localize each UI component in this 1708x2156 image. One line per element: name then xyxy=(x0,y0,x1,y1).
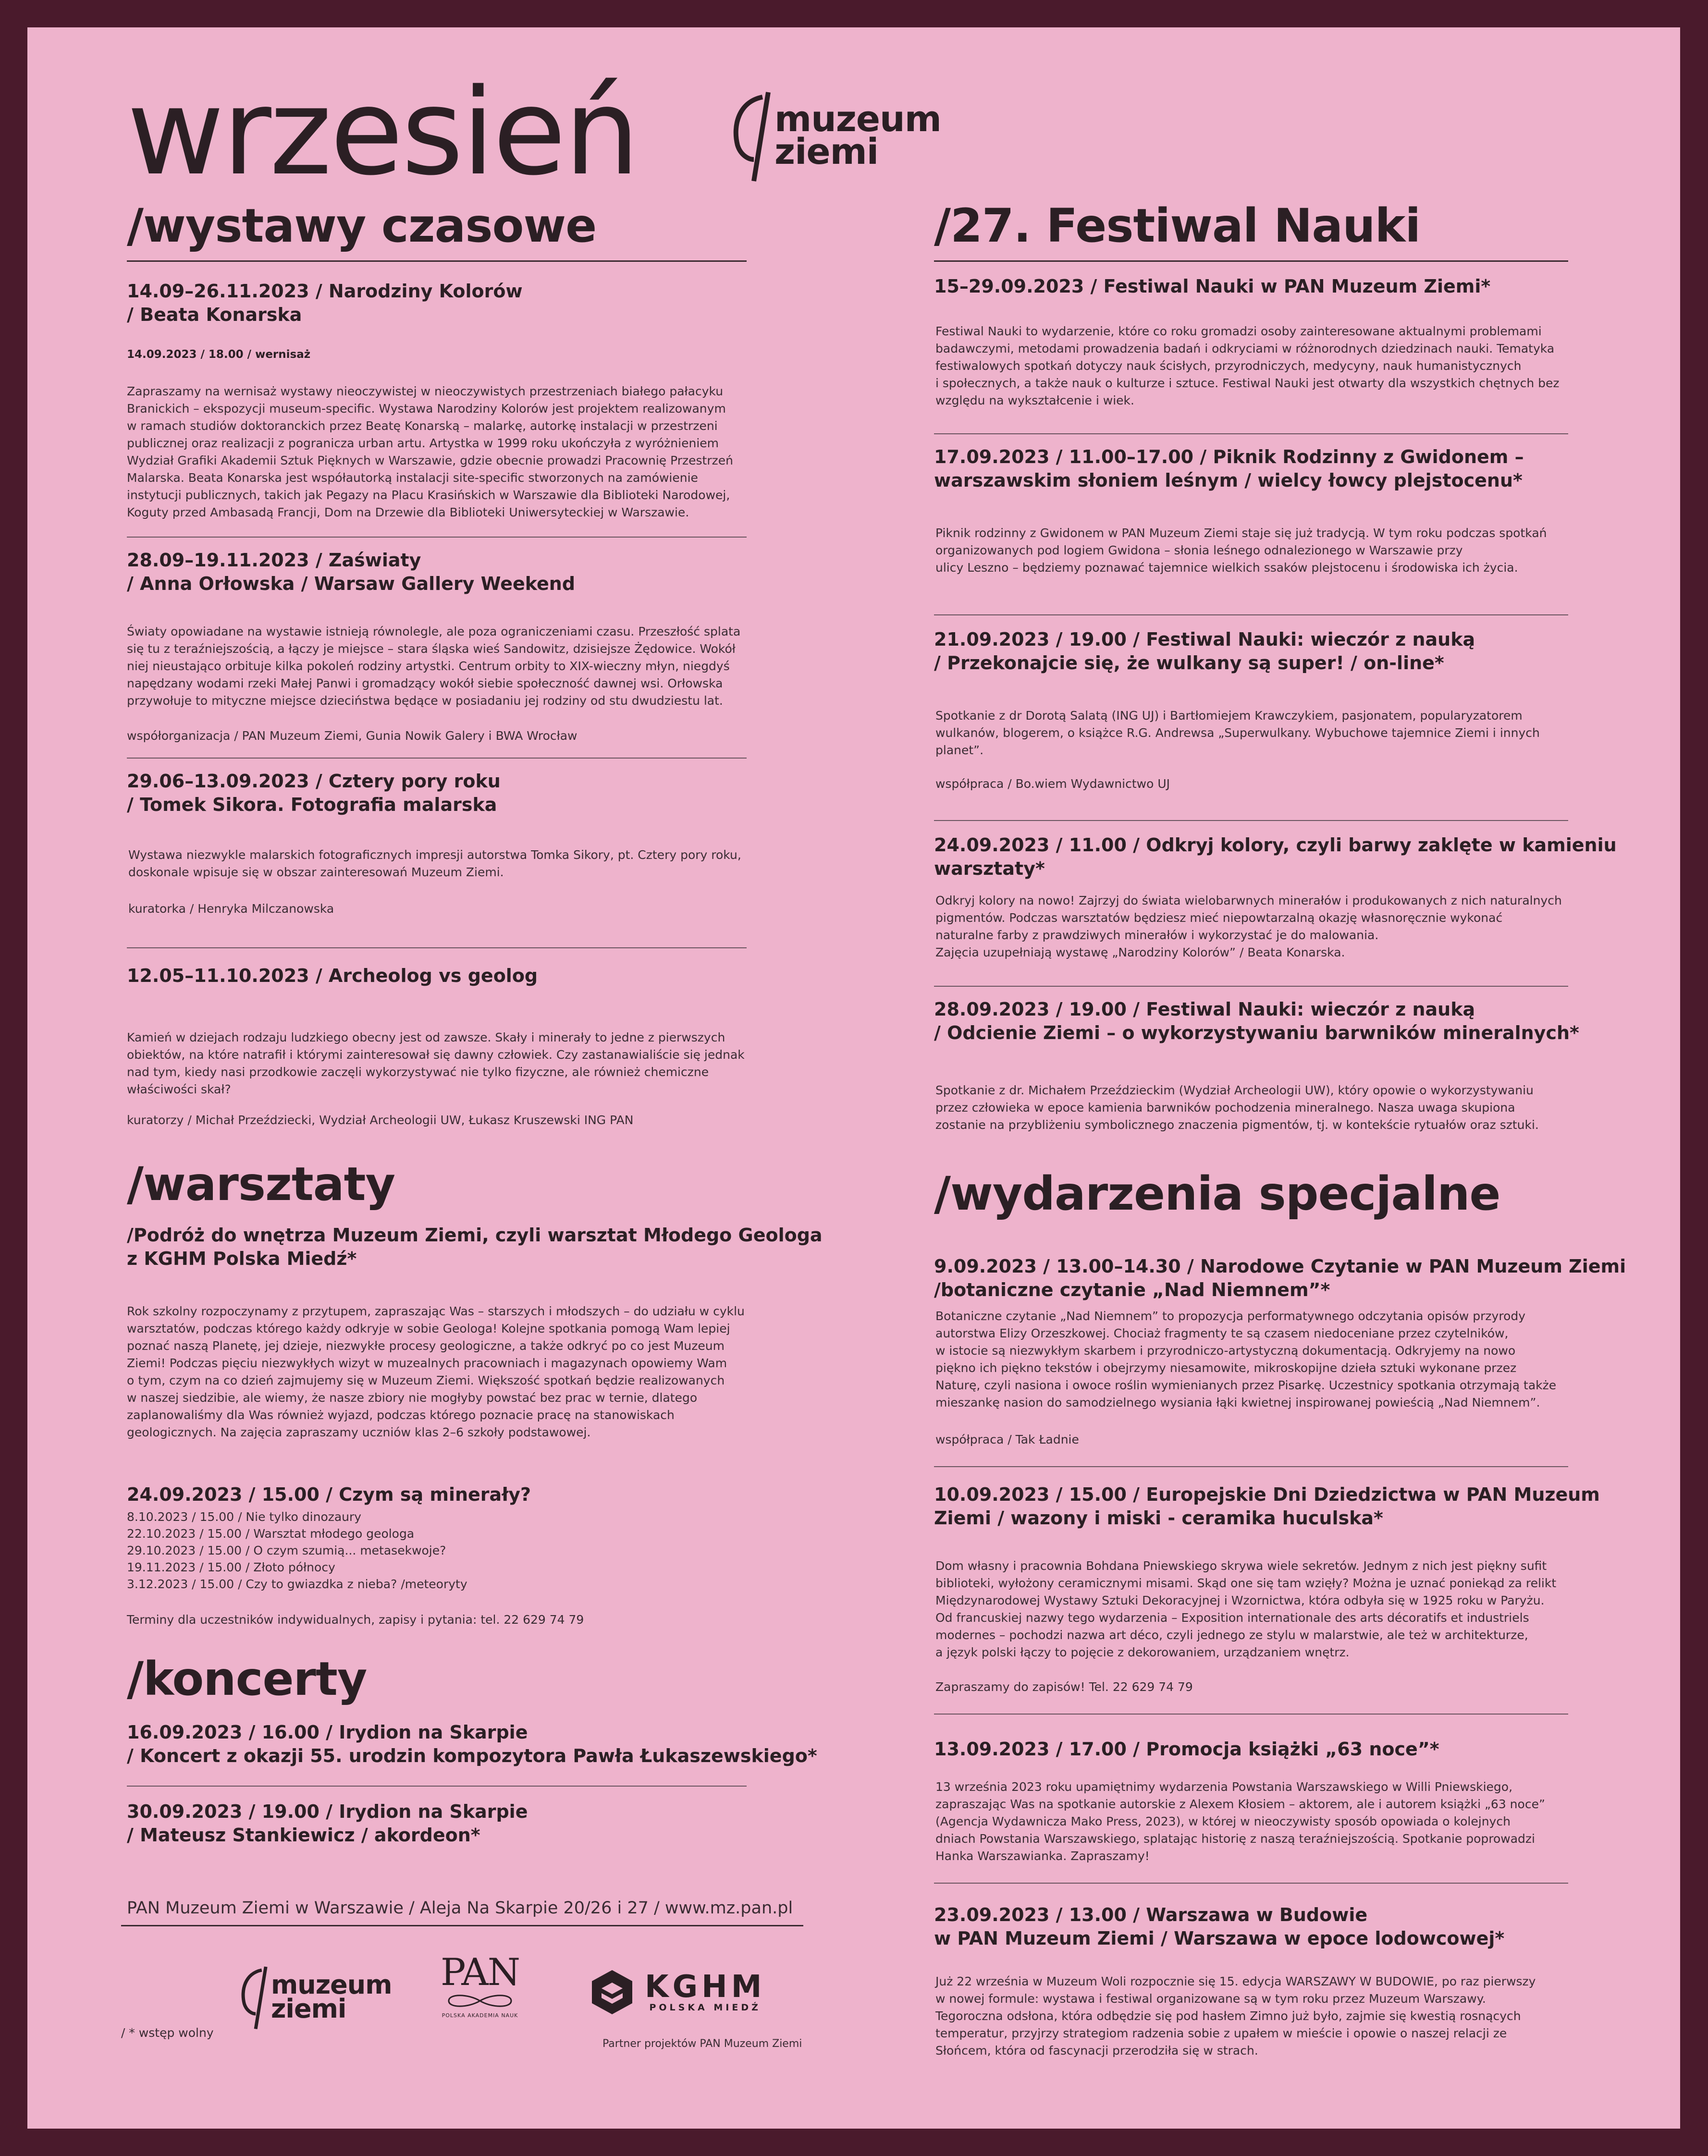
workshop-contact: Terminy dla uczestników indywidualnych, zapisy i pytania: tel. 22 629 74 79 xyxy=(127,1613,584,1627)
divider xyxy=(127,947,747,948)
special-event-title-line: Ziemi / wazony i miski - ceramika huculska* xyxy=(934,1507,1383,1529)
text-line: nad tym, kiedy nasi przodkowie zaczęli wykorzystywać nie tylko fizyczne, ale również chemiczne xyxy=(127,1065,709,1079)
logo-word-2: ziemi xyxy=(271,1994,346,2024)
poster xyxy=(27,27,1680,2129)
text-line: względu na wykształcenie i wiek. xyxy=(935,393,1134,407)
exhibition-title-line: / Beata Konarska xyxy=(127,304,302,325)
special-event-title xyxy=(934,1738,1439,1761)
divider xyxy=(934,1883,1568,1884)
special-event-credits: współpraca / Tak Ładnie xyxy=(935,1433,1079,1446)
exhibition-title xyxy=(127,280,523,327)
festival-event-title-line: 15–29.09.2023 / Festiwal Nauki w PAN Muzeum Ziemi* xyxy=(934,276,1491,297)
text-line: (Agencja Wydawnicza Mako Press, 2023), w której w nieoczywisty sposób opowiada o kolejnych xyxy=(935,1814,1511,1828)
festival-event-title-line: 24.09.2023 / 11.00 / Odkryj kolory, czyli barwy zaklęte w kamieniu xyxy=(934,834,1617,856)
text-line: doskonale wpisuje się w obszar zainteresowań Muzeum Ziemi. xyxy=(128,865,504,879)
special-event-title-line: 9.09.2023 / 13.00–14.30 / Narodowe Czytanie w PAN Muzeum Ziemi xyxy=(934,1256,1626,1277)
text-line: pigmentów. Podczas warsztatów będziesz mieć niepowtarzalną okazję własnoręcznie wykonać xyxy=(935,911,1503,925)
text-line: Piknik rodzinny z Gwidonem w PAN Muzeum Ziemi staje się już tradycją. W tym roku podczas spotkań xyxy=(935,526,1547,540)
text-line: zostanie na przybliżeniu symbolicznego znaczenia pigmentów, tj. w kontekście rytuałów oraz sztuki. xyxy=(935,1118,1539,1132)
special-event-description xyxy=(935,1973,1536,2059)
exhibition-title-line: 12.05–11.10.2023 / Archeolog vs geolog xyxy=(127,965,538,986)
text-line: Koguty przed Ambasadą Francji, Dom na Drzewie dla Biblioteki Uniwersyteckiej w Warszawie. xyxy=(127,505,689,519)
special-event-title-line: /botaniczne czytanie „Nad Niemnem”* xyxy=(934,1279,1330,1300)
list-item: 19.11.2023 / 15.00 / Złoto północy xyxy=(127,1560,335,1574)
text-line: się tu z teraźniejszością, a łączy je miejsce – stara śląska wieś Sandowitz, dzisiejsze Żędowice. Wokół xyxy=(127,642,736,656)
festival-event-title-line: warsztaty* xyxy=(934,858,1045,879)
kghm-logo xyxy=(588,1968,765,2016)
pan-logo xyxy=(439,1951,521,2019)
festival-event-title xyxy=(934,833,1617,881)
museum-logo xyxy=(729,87,941,184)
concert-title-line: 30.09.2023 / 19.00 / Irydion na Skarpie xyxy=(127,1801,528,1822)
workshop-schedule xyxy=(127,1508,467,1592)
text-line: Spotkanie z dr Dorotą Salatą (ING UJ) i Bartłomiejem Krawczykiem, pasjonatem, popularyzatorem xyxy=(935,709,1523,723)
text-line: Branickich – ekspozycji museum-specific. Wystawa Narodziny Kolorów jest projektem realizowanym xyxy=(127,402,726,416)
concert-title-line: / Koncert z okazji 55. urodzin kompozytora Pawła Łukaszewskiego* xyxy=(127,1745,817,1766)
text-line: instytucji publicznych, takich jak Pegazy na Placu Krasińskich w Warszawie dla Biblioteki Narodowej, xyxy=(127,488,730,502)
text-line: napędzany wodami rzeki Małej Panwi i gromadzący wokół siebie społeczność dawnej wsi. Orłowska xyxy=(127,676,723,690)
festival-event-title-line: 28.09.2023 / 19.00 / Festiwal Nauki: wieczór z nauką xyxy=(934,999,1475,1020)
text-line: biblioteki, wyłożony ceramicznymi misami. Skąd one się tam wzięły? Można je uznać poniekąd za relikt xyxy=(935,1576,1557,1590)
festival-event-title-line: 21.09.2023 / 19.00 / Festiwal Nauki: wieczór z nauką xyxy=(934,629,1475,650)
exhibition-title-line: 28.09–19.11.2023 / Zaświaty xyxy=(127,550,421,571)
text-line: przez człowieka w epoce kamienia barwników pochodzenia mineralnego. Nasza uwaga skupiona xyxy=(935,1101,1515,1115)
exhibition-description xyxy=(127,383,733,521)
text-line: zaplanowaliśmy dla Was również wyjazd, podczas którego poznacie pracę na stanowiskach xyxy=(127,1408,675,1422)
concert-title xyxy=(127,1800,528,1847)
concerts-heading: /koncerty xyxy=(127,1652,367,1706)
text-line: Hanka Warszawianka. Zapraszamy! xyxy=(935,1849,1150,1863)
divider xyxy=(934,1714,1568,1715)
text-line: Dom własny i pracownia Bohdana Pniewskiego skrywa wiele sekretów. Jednym z nich jest piękny sufit xyxy=(935,1559,1547,1573)
divider xyxy=(934,986,1568,987)
text-line: Botaniczne czytanie „Nad Niemnem” to propozycja performatywnego odczytania opisów przyrody xyxy=(935,1309,1526,1323)
text-line: festiwalowych spotkań dotyczy nauk ścisłych, przyrodniczych, medycyny, nauk humanistycznych xyxy=(935,359,1522,373)
museum-logo-mark-icon xyxy=(729,87,774,184)
text-line: naturalne farby z prawdziwych minerałów i wykorzystać je do malowania. xyxy=(935,928,1379,942)
text-line: w nowej formule: wystawa i festiwal organizowane są w tym roku przez Muzeum Warszawy. xyxy=(935,1992,1486,2006)
text-line: 13 września 2023 roku upamiętnimy wydarzenia Powstania Warszawskiego w Willi Pniewskiego, xyxy=(935,1780,1513,1794)
festival-event-title xyxy=(934,628,1475,675)
text-line: autorstwa Elizy Orzeszkowej. Chociaż fragmenty te są czasem niedoceniane przez czytelników, xyxy=(935,1326,1509,1340)
text-line: w ramach studiów doktoranckich przez Beatę Konarską – malarkę, autorkę instalacji w przestrzeni xyxy=(127,419,718,433)
text-line: właściwości skał? xyxy=(127,1082,231,1096)
workshop-first-session: 24.09.2023 / 15.00 / Czym są minerały? xyxy=(127,1484,531,1505)
exhibition-credits: współorganizacja / PAN Muzeum Ziemi, Gunia Nowik Galery i BWA Wrocław xyxy=(127,729,578,743)
list-item: 3.12.2023 / 15.00 / Czy to gwiazdka z nieba? /meteoryty xyxy=(127,1577,467,1591)
exhibition-title xyxy=(127,964,538,988)
exhibitions-heading: /wystawy czasowe xyxy=(127,199,597,253)
exhibition-title xyxy=(127,770,501,817)
exhibition-title-line: / Tomek Sikora. Fotografia malarska xyxy=(127,794,497,815)
divider xyxy=(127,260,747,262)
text-line: niej nieustająco orbituje kilka pokoleń rodziny artystki. Centrum orbity to XIX-wieczny młyn, niegdyś xyxy=(127,659,730,673)
text-line: planet”. xyxy=(935,743,984,757)
concert-title-line: / Mateusz Stankiewicz / akordeon* xyxy=(127,1825,480,1846)
text-line: Odkryj kolory na nowo! Zajrzyj do świata wielobarwnych minerałów i produkowanych z nich naturalnych xyxy=(935,894,1562,907)
concert-title xyxy=(127,1721,817,1768)
text-line: w naszej siedzibie, ale wiemy, że nasze zbiory nie mogłyby powstać bez prac w ternie, dlatego xyxy=(127,1391,698,1405)
museum-logo-mark-icon xyxy=(237,1963,271,2031)
text-line: Słońcem, która od fascynacji przerodziła się w strach. xyxy=(935,2044,1258,2058)
logo-word-2: ziemi xyxy=(774,131,879,172)
list-item: 22.10.2023 / 15.00 / Warsztat młodego geologa xyxy=(127,1527,415,1541)
text-line: Zajęcia uzupełniają wystawę „Narodziny Kolorów” / Beata Konarska. xyxy=(935,945,1345,959)
footer-logos xyxy=(127,1949,814,2059)
text-line: Już 22 września w Muzeum Woli rozpocznie się 15. edycja WARSZAWY W BUDOWIE, po raz pierwszy xyxy=(935,1974,1536,1988)
divider xyxy=(934,433,1568,434)
festival-event-title xyxy=(934,998,1579,1045)
special-event-title-line: 23.09.2023 / 13.00 / Warszawa w Budowie xyxy=(934,1904,1368,1925)
festival-event-description xyxy=(935,323,1560,409)
text-line: piękno ich piękno tekstów i obejrzymy niesamowite, mikroskopijne dzieła sztuki wykonane przez xyxy=(935,1361,1517,1375)
text-line: i społecznych, a także nauk o kulturze i sztuce. Festiwal Nauki jest otwarty dla wszystkich chętnych bez xyxy=(935,376,1560,390)
text-line: przywołuje to mityczne miejsce dzieciństwa będące w posiadaniu jej rodziny od stu dwudziestu lat. xyxy=(127,694,723,708)
festival-event-description xyxy=(935,1082,1539,1134)
special-event-title xyxy=(934,1255,1626,1302)
text-line: organizowanych pod logiem Gwidona – słonia leśnego odnalezionego w Warszawie przy xyxy=(935,543,1463,557)
special-event-contact: Zapraszamy do zapisów! Tel. 22 629 74 79 xyxy=(935,1680,1193,1694)
workshop-title xyxy=(127,1224,823,1271)
divider xyxy=(934,260,1568,262)
workshops-heading: /warsztaty xyxy=(127,1157,395,1211)
text-line: Kamień w dziejach rodzaju ludzkiego obecny jest od zawsze. Skały i minerały to jedne z pierwszych xyxy=(127,1030,725,1044)
festival-event-description xyxy=(935,892,1562,961)
divider xyxy=(127,758,747,759)
divider xyxy=(934,1466,1568,1467)
exhibition-title xyxy=(127,549,575,596)
infinity-icon xyxy=(439,1991,521,2010)
text-line: Wystawa niezwykle malarskich fotograficznych impresji autorstwa Tomka Sikory, pt. Cztery pory roku, xyxy=(128,848,741,862)
exhibition-description xyxy=(127,1029,745,1098)
text-line: Światy opowiadane na wystawie istnieją równolegle, ale poza ograniczeniami czasu. Przeszłość splata xyxy=(127,625,741,638)
divider xyxy=(934,614,1568,615)
text-line: Międzynarodowej Wystawy Sztuki Dekoracyjnej i Wzornictwa, która odbyła się w 1925 roku w Paryżu. xyxy=(935,1593,1545,1607)
special-event-title-line: 13.09.2023 / 17.00 / Promocja książki „63 noce”* xyxy=(934,1739,1439,1760)
text-line: w istocie są niezwykłym skarbem i przyrodniczo-artystyczną dokumentacją. Odkryjemy na nowo xyxy=(935,1344,1516,1358)
workshop-title-line: z KGHM Polska Miedź* xyxy=(127,1248,357,1269)
partner-caption: Partner projektów PAN Muzeum Ziemi xyxy=(602,2038,802,2050)
divider xyxy=(127,537,747,538)
divider xyxy=(934,820,1568,821)
text-line: badawczymi, metodami prowadzenia badań i odkryciami w różnorodnych dziedzinach nauki. Tematyka xyxy=(935,342,1555,355)
special-event-description xyxy=(935,1778,1545,1865)
exhibition-credits: kuratorzy / Michał Przeździecki, Wydział Archeologii UW, Łukasz Kruszewski ING PAN xyxy=(127,1113,634,1127)
festival-heading: /27. Festiwal Nauki xyxy=(934,199,1421,253)
vernissage-date: 14.09.2023 / 18.00 / wernisaż xyxy=(127,348,311,361)
kghm-logo-subtitle: POLSKA MIEDŹ xyxy=(649,2002,761,2013)
pan-logo-subtitle: POLSKA AKADEMIA NAUK xyxy=(442,2012,518,2019)
text-line: obiektów, na które natrafił i którymi zainteresował się dawny człowiek. Czy zastanawialiście się jednak xyxy=(127,1048,745,1062)
museum-logo xyxy=(237,1963,392,2031)
free-entry-note: / * wstęp wolny xyxy=(121,2026,214,2040)
text-line: Malarska. Beata Konarska jest współautorką instalacji site-specific stworzonych na zamówienie xyxy=(127,471,698,485)
divider xyxy=(121,1925,803,1926)
text-line: publicznej oraz realizacji z pogranicza urban artu. Artystka w 1999 roku ukończyła z wyróżnieniem xyxy=(127,436,719,450)
kghm-hexagon-icon xyxy=(588,1968,636,2016)
festival-event-title xyxy=(934,445,1524,492)
text-line: temperatur, przyjrzy strategiom radzenia sobie z upałem w mieście i opowie o naszej relacji ze xyxy=(935,2026,1507,2040)
logo-word-1: muzeum xyxy=(774,98,941,140)
text-line: poznać naszą Planetę, jej dzieje, niezwykłe procesy geologiczne, a także odkryć po co jest Muzeum xyxy=(127,1339,725,1353)
text-line: modernes – pochodzi nazwa art déco, czyli jednego ze stylu w malarstwie, ale też w architekturze, xyxy=(935,1628,1528,1642)
footer-address: PAN Muzeum Ziemi w Warszawie / Aleja Na Skarpie 20/26 i 27 / www.mz.pan.pl xyxy=(127,1899,793,1918)
exhibition-credits: kuratorka / Henryka Milczanowska xyxy=(128,902,334,916)
text-line: wulkanów, blogerem, o książce R.G. Andrewsa „Superwulkany. Wybuchowe tajemnice Ziemi i innych xyxy=(935,726,1540,740)
exhibition-description xyxy=(127,623,740,710)
concert-title-line: 16.09.2023 / 16.00 / Irydion na Skarpie xyxy=(127,1722,528,1743)
text-line: zapraszając Was na spotkanie autorskie z Alexem Kłosiem – aktorem, ale i autorem książki „63 noce” xyxy=(935,1797,1545,1811)
kghm-logo-text: KGHM xyxy=(645,1969,766,2005)
text-line: Spotkanie z dr. Michałem Przeździeckim (Wydział Archeologii UW), który opowie o wykorzystywaniu xyxy=(935,1083,1534,1097)
exhibition-description xyxy=(128,846,741,881)
festival-event-title xyxy=(934,275,1490,298)
special-event-title xyxy=(934,1483,1600,1530)
special-events-heading: /wydarzenia specjalne xyxy=(934,1167,1500,1221)
festival-event-title-line: / Odcienie Ziemi – o wykorzystywaniu barwników mineralnych* xyxy=(934,1022,1579,1043)
text-line: Wydział Grafiki Akademii Sztuk Pięknych w Warszawie, gdzie obecnie prowadzi Pracownię Przestrzeń xyxy=(127,453,733,467)
festival-event-title-line: warszawskim słoniem leśnym / wielcy łowcy plejstocenu* xyxy=(934,470,1523,491)
special-event-description xyxy=(935,1308,1556,1411)
text-line: ulicy Leszno – będziemy poznawać tajemnice wielkich ssaków plejstocenu i środowiska ich życia. xyxy=(935,561,1518,575)
logo-word-1: muzeum xyxy=(271,1970,392,2000)
text-line: Festiwal Nauki to wydarzenie, które co roku gromadzi osoby zainteresowane aktualnymi problemami xyxy=(935,324,1542,338)
list-item: 8.10.2023 / 15.00 / Nie tylko dinozaury xyxy=(127,1510,362,1524)
festival-event-description xyxy=(935,707,1540,759)
festival-event-title-line: / Przekonajcie się, że wulkany są super! / on-line* xyxy=(934,652,1444,674)
list-item: 29.10.2023 / 15.00 / O czym szumią... metasekwoje? xyxy=(127,1544,446,1557)
text-line: geologicznych. Na zajęcia zapraszamy uczniów klas 2–6 szkoły podstawowej. xyxy=(127,1425,591,1439)
text-line: Tegoroczna odsłona, która odbędzie się pod hasłem Zimno już było, zajmie się kwestią rosnących xyxy=(935,2009,1521,2023)
text-line: a język polski łączy to pojęcie z dekorowaniem, urządzaniem wnętrz. xyxy=(935,1645,1350,1659)
special-event-description xyxy=(935,1557,1556,1661)
exhibition-title-line: / Anna Orłowska / Warsaw Gallery Weekend xyxy=(127,573,576,594)
text-line: Zapraszamy na wernisaż wystawy nieoczywistej w nieoczywistych przestrzeniach białego pałacyku xyxy=(127,384,724,398)
festival-event-title-line: 17.09.2023 / 11.00–17.00 / Piknik Rodzinny z Gwidonem – xyxy=(934,446,1524,467)
special-event-title xyxy=(934,1903,1504,1950)
special-event-title-line: 10.09.2023 / 15.00 / Europejskie Dni Dziedzictwa w PAN Muzeum xyxy=(934,1484,1600,1505)
text-line: Naturę, czyli nasiona i owoce roślin wymienianych przez Pisarkę. Uczestnicy spotkania otrzymają także xyxy=(935,1378,1557,1392)
pan-logo-text: PAN xyxy=(441,1951,519,1994)
festival-event-description xyxy=(935,525,1547,576)
text-line: Od francuskiej nazwy tego wydarzenia – Exposition internationale des arts décoratifs et industriels xyxy=(935,1611,1529,1625)
text-line: warsztatów, podczas którego każdy odkryje w sobie Geologa! Kolejne spotkania pomogą Wam lepiej xyxy=(127,1322,730,1335)
text-line: dniach Powstania Warszawskiego, splatając historię z naszą teraźniejszością. Spotkanie poprowadzi xyxy=(935,1832,1535,1846)
page-title: wrzesień xyxy=(127,63,638,202)
text-line: o tym, czym na co dzień zajmujemy się w Muzeum Ziemi. Większość spotkań będzie realizowanych xyxy=(127,1373,725,1387)
workshop-description xyxy=(127,1303,745,1441)
workshop-title-line: /Podróż do wnętrza Muzeum Ziemi, czyli warsztat Młodego Geologa xyxy=(127,1225,823,1246)
text-line: Ziemi! Podczas pięciu niezwykłych wizyt w muzealnych pracowniach i magazynach opowiemy Wam xyxy=(127,1356,727,1370)
text-line: Rok szkolny rozpoczynamy z przytupem, zapraszając Was – starszych i młodszych – do udziału w cyklu xyxy=(127,1304,745,1318)
divider xyxy=(127,1786,747,1787)
special-event-title-line: w PAN Muzeum Ziemi / Warszawa w epoce lodowcowej* xyxy=(934,1928,1505,1949)
festival-event-credits: współpraca / Bo.wiem Wydawnictwo UJ xyxy=(935,777,1170,791)
text-line: mieszankę nasion do samodzielnego wysiania łąki kwietnej inspirowanej powieścią „Nad Niemnem”. xyxy=(935,1396,1540,1409)
exhibition-title-line: 14.09–26.11.2023 / Narodziny Kolorów xyxy=(127,281,523,302)
exhibition-title-line: 29.06–13.09.2023 / Cztery pory roku xyxy=(127,771,501,792)
